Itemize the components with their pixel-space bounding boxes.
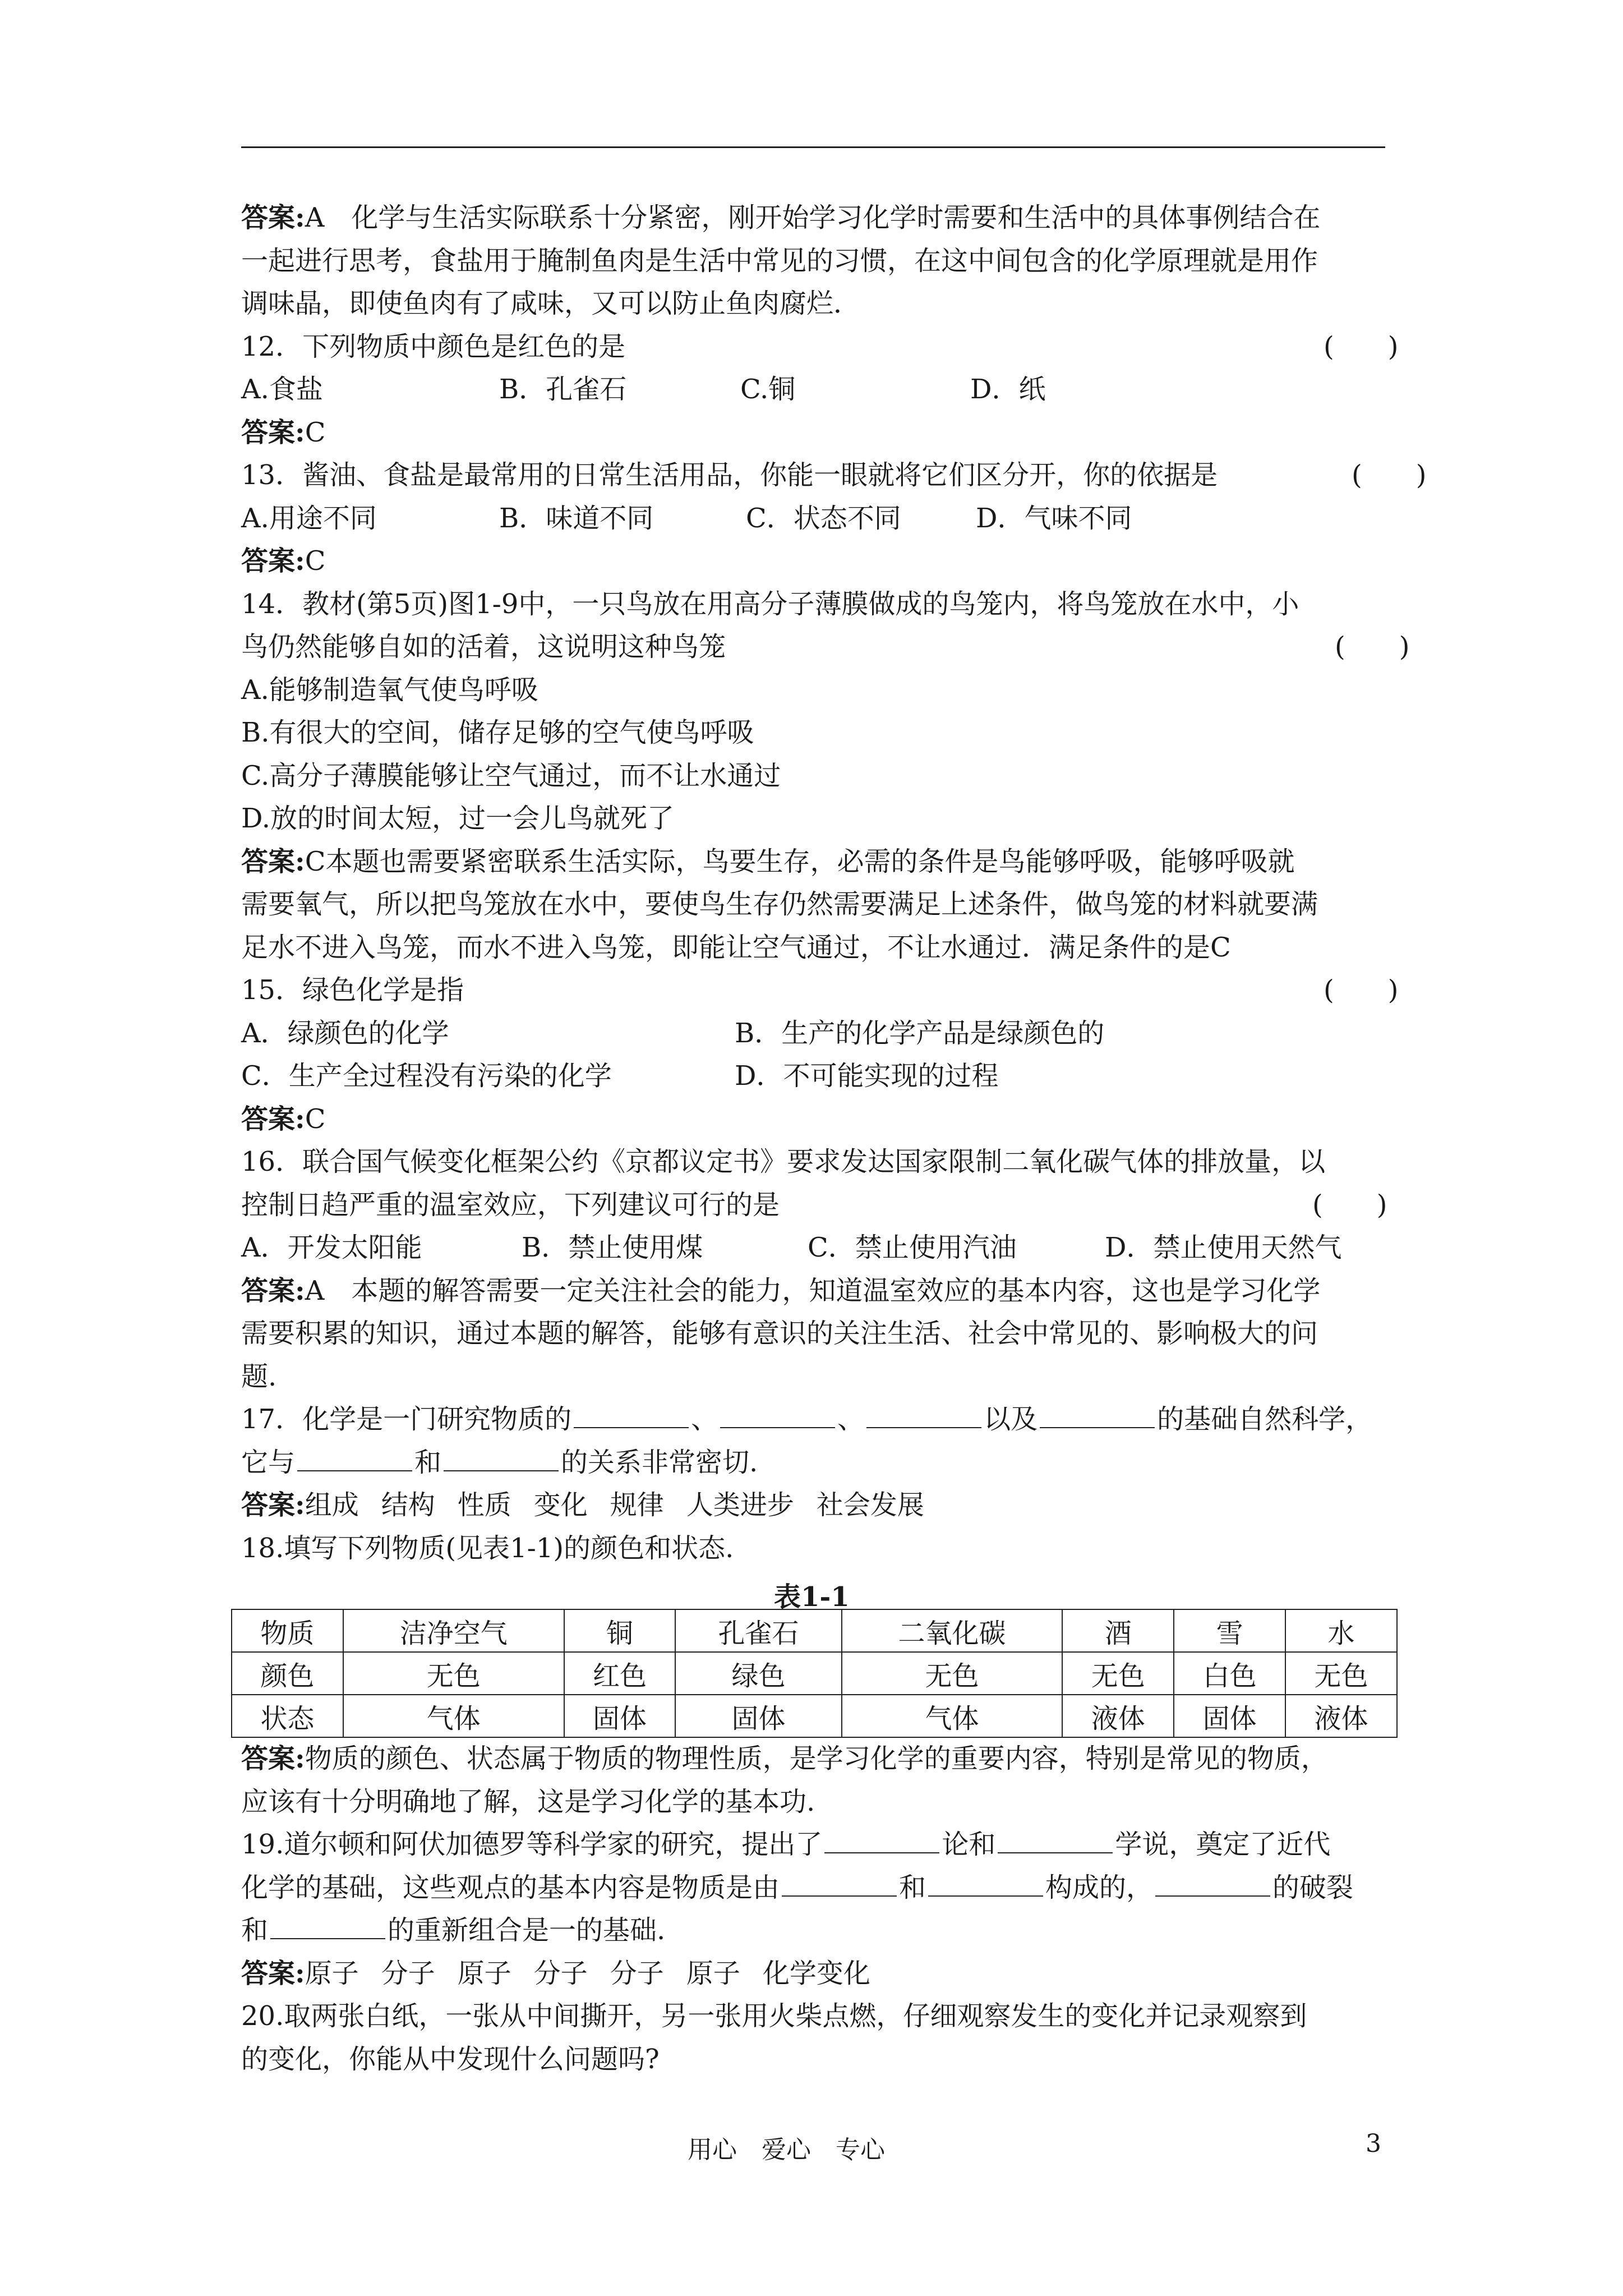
table-cell: 状态 <box>232 1695 343 1737</box>
answer-16: 答案:A 本题的解答需要一定关注社会的能力，知道温室效应的基本内容，这也是学习化学 <box>241 1274 1321 1306</box>
options-15 <box>241 1012 1464 1055</box>
answer-paren: ( ) <box>1324 330 1399 362</box>
answer-17: 答案:组成 结构 性质 变化 规律 人类进步 社会发展 <box>241 1489 924 1521</box>
question-12: 12．下列物质中颜色是红色的是 ( ) <box>241 325 1464 369</box>
table-cell: 绿色 <box>675 1652 841 1695</box>
answer-14: 答案:C本题也需要紧密联系生活实际，鸟要生存，必需的条件是鸟能够呼吸，能够呼吸就 <box>241 845 1295 877</box>
answer-15: 答案:C <box>241 1103 326 1135</box>
table-row <box>232 1652 1397 1695</box>
table-cell: 无色 <box>1285 1652 1397 1695</box>
table-cell: 无色 <box>1062 1652 1174 1695</box>
option: D．纸 <box>970 374 1046 405</box>
page-content-lower <box>241 1737 1464 2081</box>
question-17-cont: 它与 和 的关系非常密切. <box>241 1441 1464 1484</box>
fill-blank <box>998 1826 1113 1853</box>
table-cell: 二氧化碳 <box>842 1609 1063 1652</box>
option: C．状态不同 <box>746 502 901 534</box>
options-12 <box>241 368 1464 411</box>
question-14: 14．教材(第5页)图1-9中，一只鸟放在用高分子薄膜做成的鸟笼内，将鸟笼放在水中，小 <box>241 588 1299 620</box>
table-cell: 水 <box>1285 1609 1397 1652</box>
table-cell: 白色 <box>1174 1652 1285 1695</box>
fill-blank <box>824 1826 939 1853</box>
fill-blank <box>297 1444 412 1471</box>
option: A．开发太阳能 <box>241 1232 422 1263</box>
fill-blank <box>782 1870 897 1897</box>
property-table <box>231 1609 1398 1738</box>
question-14-cont: 鸟仍然能够自如的活着，这说明这种鸟笼 ( ) <box>241 625 1464 669</box>
answer-18: 答案:物质的颜色、状态属于物质的物理性质，是学习化学的重要内容，特别是常见的物质， <box>241 1743 1328 1774</box>
answer-18-cont: 应该有十分明确地了解，这是学习化学的基本功. <box>241 1786 815 1818</box>
options-13 <box>241 497 1464 540</box>
answer-19: 答案:原子 分子 原子 分子 分子 原子 化学变化 <box>241 1957 870 1989</box>
question-19-cont: 和 的重新组合是一的基础. <box>241 1909 1464 1952</box>
table-cell: 气体 <box>343 1695 564 1737</box>
table-cell: 气体 <box>842 1695 1063 1737</box>
option: C．禁止使用汽油 <box>808 1232 1017 1263</box>
page-content <box>241 196 1464 1570</box>
option: A．绿颜色的化学 <box>241 1017 449 1049</box>
option: D.放的时间太短，过一会儿鸟就死了 <box>241 803 675 834</box>
fill-blank <box>720 1401 835 1428</box>
table-cell: 无色 <box>842 1652 1063 1695</box>
header-rule <box>241 146 1385 148</box>
table-cell: 洁净空气 <box>343 1609 564 1652</box>
table-cell: 无色 <box>343 1652 564 1695</box>
option: C．生产全过程没有污染的化学 <box>241 1060 612 1092</box>
answer-paren: ( ) <box>1335 631 1410 662</box>
fill-blank <box>1040 1401 1155 1428</box>
table-cell: 红色 <box>564 1652 676 1695</box>
table-cell: 颜色 <box>232 1652 343 1695</box>
answer-paren: ( ) <box>1312 1189 1387 1221</box>
table-cell: 固体 <box>564 1695 676 1737</box>
fill-blank <box>270 1912 385 1939</box>
answer-14-cont: 需要氧气，所以把鸟笼放在水中，要使鸟生存仍然需要满足上述条件，做鸟笼的材料就要满 <box>241 889 1318 920</box>
option: D．禁止使用天然气 <box>1105 1232 1342 1263</box>
page-number: 3 <box>1366 2129 1381 2158</box>
question-17: 17．化学是一门研究物质的 、 、 以及 的基础自然科学， <box>241 1398 1464 1441</box>
answer-12: 答案:C <box>241 416 326 448</box>
answer-11-cont: 一起进行思考，食盐用于腌制鱼肉是生活中常见的习惯，在这中间包含的化学原理就是用作 <box>241 245 1318 277</box>
question-20-cont: 的变化，你能从中发现什么问题吗? <box>241 2043 660 2075</box>
table-title: 表1-1 <box>774 1581 850 1613</box>
table-row <box>232 1609 1397 1652</box>
question-13: 13．酱油、食盐是最常用的日常生活用品，你能一眼就将它们区分开，你的依据是 ( ) <box>241 454 1464 497</box>
option: B．孔雀石 <box>499 374 627 405</box>
answer-13: 答案:C <box>241 545 326 577</box>
option: D．不可能实现的过程 <box>735 1060 999 1092</box>
answer-14-cont: 足水不进入鸟笼，而水不进入鸟笼，即能让空气通过，不让水通过．满足条件的是C <box>241 931 1231 963</box>
footer-slogan: 用心 爱心 专心 <box>688 2136 885 2164</box>
question-19-cont: 化学的基础，这些观点的基本内容是物质是由 和 构成的， 的破裂 <box>241 1866 1464 1910</box>
answer-16-cont: 题. <box>241 1360 277 1392</box>
question-19: 19.道尔顿和阿伏加德罗等科学家的研究，提出了 论和 学说，奠定了近代 <box>241 1823 1464 1866</box>
fill-blank <box>928 1870 1043 1897</box>
options-16 <box>241 1226 1464 1269</box>
option: A.用途不同 <box>241 502 377 534</box>
table-cell: 孔雀石 <box>675 1609 841 1652</box>
option: B．禁止使用煤 <box>522 1232 703 1263</box>
table-cell: 液体 <box>1285 1695 1397 1737</box>
option: C.高分子薄膜能够让空气通过，而不让水通过 <box>241 760 781 792</box>
answer-paren: ( ) <box>1324 974 1399 1006</box>
table-cell: 固体 <box>1174 1695 1285 1737</box>
answer-16-cont: 需要积累的知识，通过本题的解答，能够有意识的关注生活、社会中常见的、影响极大的问 <box>241 1318 1318 1349</box>
table-cell: 固体 <box>675 1695 841 1737</box>
option: B.有很大的空间，储存足够的空气使鸟呼吸 <box>241 717 754 748</box>
table-row <box>232 1695 1397 1737</box>
option: A.能够制造氧气使鸟呼吸 <box>241 674 538 706</box>
answer-11-cont: 调味晶，即使鱼肉有了咸味，又可以防止鱼肉腐烂． <box>241 288 861 319</box>
table-cell: 酒 <box>1062 1609 1174 1652</box>
table-cell: 雪 <box>1174 1609 1285 1652</box>
fill-blank <box>1155 1870 1270 1897</box>
question-16-cont: 控制日趋严重的温室效应，下列建议可行的是 ( ) <box>241 1184 1464 1227</box>
fill-blank <box>574 1401 689 1428</box>
option: B．生产的化学产品是绿颜色的 <box>735 1017 1105 1049</box>
answer-11: 答案:A 化学与生活实际联系十分紧密，刚开始学习化学时需要和生活中的具体事例结合在 <box>241 202 1321 233</box>
question-18: 18.填写下列物质(见表1-1)的颜色和状态. <box>241 1532 734 1564</box>
answer-paren: ( ) <box>1352 459 1427 491</box>
option: A.食盐 <box>241 374 323 405</box>
option: B．味道不同 <box>499 502 654 534</box>
option: D．气味不同 <box>976 502 1132 534</box>
options-15 <box>241 1055 1464 1098</box>
option: C.铜 <box>740 374 796 405</box>
question-15: 15．绿色化学是指 ( ) <box>241 969 1464 1012</box>
table-cell: 铜 <box>564 1609 676 1652</box>
table-cell: 物质 <box>232 1609 343 1652</box>
fill-blank <box>866 1401 981 1428</box>
question-16: 16．联合国气候变化框架公约《京都议定书》要求发达国家限制二氧化碳气体的排放量，以 <box>241 1146 1326 1177</box>
table-cell: 液体 <box>1062 1695 1174 1737</box>
fill-blank <box>444 1444 559 1471</box>
question-20: 20.取两张白纸，一张从中间撕开，另一张用火柴点燃，仔细观察发生的变化并记录观察到 <box>241 2000 1307 2032</box>
